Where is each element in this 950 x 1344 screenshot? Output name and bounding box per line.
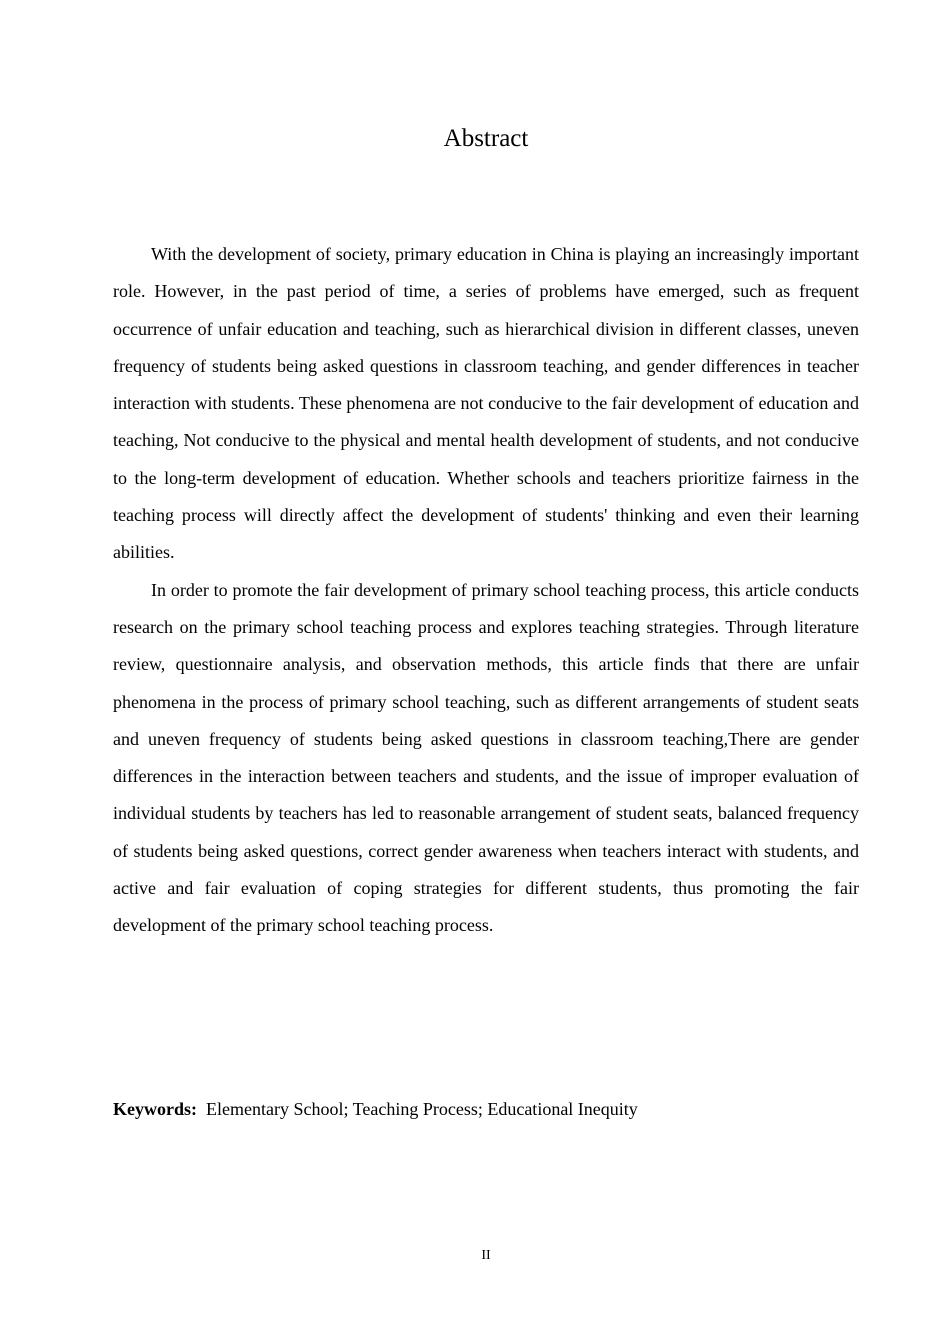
keywords-value: Elementary School; Teaching Process; Educational Inequity xyxy=(206,1099,638,1119)
abstract-paragraph-1: With the development of society, primary education in China is playing an increasingly important role. However, in the past period of time, a series of problems have emerged, such as frequent occurrence of unfair education and teaching, such as hierarchical division in different classes, uneven frequency of students being asked questions in classroom teaching, and gender differences in teacher interaction with students. These phenomena are not conducive to the fair development of education and teaching, Not conducive to the physical and mental health development of students, and not conducive to the long-term development of education. Whether schools and teachers prioritize fairness in the teaching process will directly affect the development of students' thinking and even their learning abilities. xyxy=(113,244,859,563)
keywords-label: Keywords: xyxy=(113,1099,197,1119)
page-number: II xyxy=(481,1248,491,1263)
abstract-title: Abstract xyxy=(443,125,529,152)
abstract-body xyxy=(113,236,859,945)
keywords-line xyxy=(113,1094,859,1124)
abstract-paragraph-2: In order to promote the fair development of primary school teaching process, this article conducts research on the primary school teaching process and explores teaching strategies. Through literature review, questionnaire analysis, and observation methods, this article finds that there are unfair phenomena in the process of primary school teaching, such as different arrangements of student seats and uneven frequency of students being asked questions in classroom teaching,There are gender differences in the interaction between teachers and students, and the issue of improper evaluation of individual students by teachers has led to reasonable arrangement of student seats, balanced frequency of students being asked questions, correct gender awareness when teachers interact with students, and active and fair evaluation of coping strategies for different students, thus promoting the fair development of the primary school teaching process. xyxy=(113,579,859,936)
